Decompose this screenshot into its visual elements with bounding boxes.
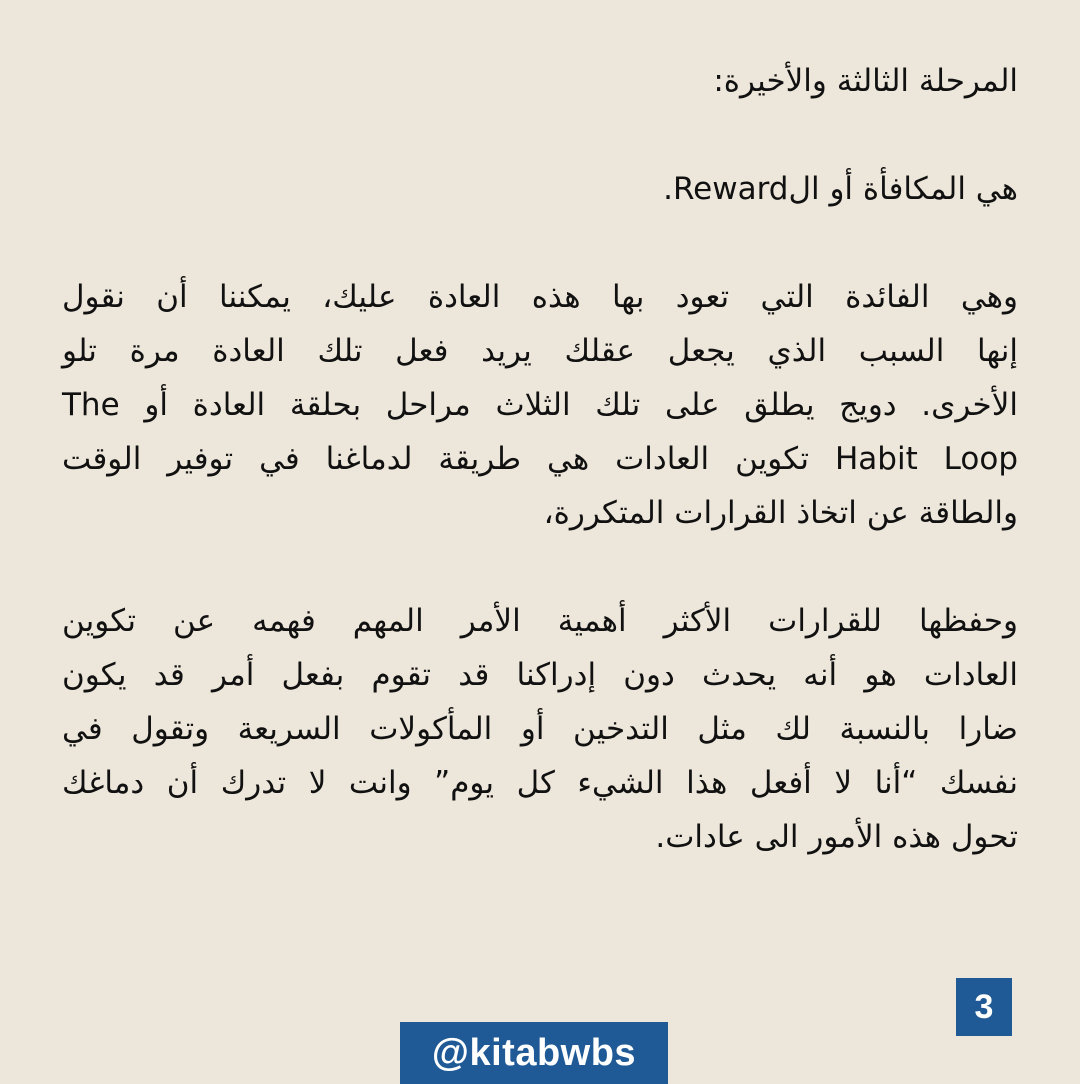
paragraph-line: وهي الفائدة التي تعود بها هذه العادة عليك، يمكننا أن نقول bbox=[62, 279, 1018, 315]
paragraph-line: ضارا بالنسبة لك مثل التدخين أو المأكولات السريعة وتقول في bbox=[62, 711, 1018, 747]
paragraph-line: والطاقة عن اتخاذ القرارات المتكررة، bbox=[543, 495, 1018, 531]
paragraph-line: العادات هو أنه يحدث دون إدراكنا قد تقوم بفعل أمر قد يكون bbox=[62, 657, 1018, 693]
section-heading: المرحلة الثالثة والأخيرة: bbox=[713, 63, 1018, 99]
spacer bbox=[62, 540, 1018, 594]
paragraph-line: وحفظها للقرارات الأكثر أهمية الأمر المهم فهمه عن تكوين bbox=[62, 603, 1018, 639]
paragraph-line: نفسك “أنا لا أفعل هذا الشيء كل يوم” وانت لا تدرك أن دماغك bbox=[62, 765, 1018, 801]
paragraph-line: Habit Loop تكوين العادات هي طريقة لدماغنا في توفير الوقت bbox=[62, 441, 1018, 477]
spacer bbox=[62, 216, 1018, 270]
account-handle-badge: @kitabwbs bbox=[400, 1022, 668, 1084]
intro-line: هي المكافأة أو الReward. bbox=[663, 171, 1018, 207]
paragraph-line: إنها السبب الذي يجعل عقلك يريد فعل تلك العادة مرة تلو bbox=[62, 333, 1018, 369]
paragraph-line: الأخرى. دويج يطلق على تلك الثلاث مراحل بحلقة العادة أو The bbox=[62, 387, 1018, 423]
paragraph-1 bbox=[62, 270, 1018, 540]
article-body bbox=[62, 54, 1018, 864]
spacer bbox=[62, 108, 1018, 162]
paragraph-line: تحول هذه الأمور الى عادات. bbox=[655, 819, 1018, 855]
page-number-badge: 3 bbox=[956, 978, 1012, 1036]
paragraph-2 bbox=[62, 594, 1018, 864]
